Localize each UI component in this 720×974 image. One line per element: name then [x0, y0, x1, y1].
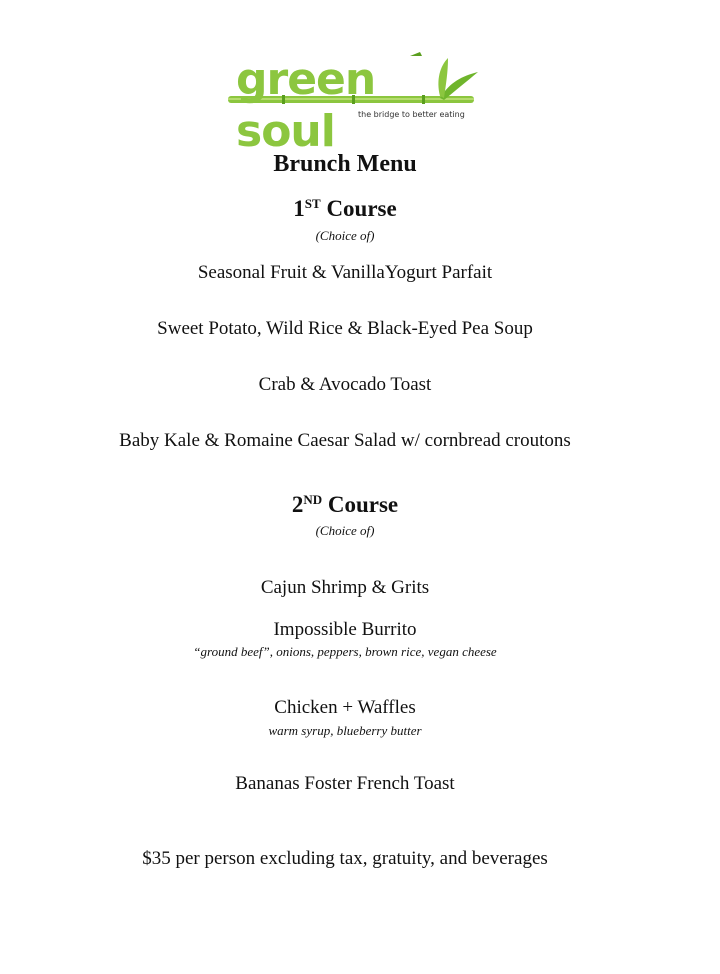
logo-wordmark: green soul [236, 54, 376, 157]
menu-item: Baby Kale & Romaine Caesar Salad w/ cornbread croutons [119, 430, 571, 451]
course-1-number: 1 [293, 196, 305, 221]
course-1-label: Course [326, 196, 397, 221]
menu-item: Seasonal Fruit & VanillaYogurt Parfait [197, 262, 493, 283]
logo-tagline: the bridge to better eating [358, 110, 465, 119]
menu-item: Chicken + Waffles [274, 697, 416, 718]
course-2-heading [0, 492, 690, 518]
menu-item: Bananas Foster French Toast [235, 773, 455, 794]
course-2-number: 2 [291, 492, 304, 517]
course-1-heading [0, 196, 690, 222]
price-note: $35 per person excluding tax, gratuity, and beverages [142, 848, 548, 869]
menu-title: Brunch Menu [273, 151, 417, 177]
menu-item: Sweet Potato, Wild Rice & Black-Eyed Pea Soup [157, 318, 533, 339]
menu-item: Crab & Avocado Toast [258, 374, 432, 395]
green-soul-logo [222, 52, 482, 157]
course-1-note: (Choice of) [315, 228, 375, 243]
course-2-note: (Choice of) [315, 523, 375, 538]
menu-item: Cajun Shrimp & Grits [260, 577, 430, 598]
course-1-superscript: ST [304, 196, 321, 211]
course-2-label: Course [327, 492, 399, 517]
course-2-superscript: ND [303, 492, 323, 507]
menu-item-description: “ground beef”, onions, peppers, brown rice, vegan cheese [193, 644, 497, 659]
menu-item-description: warm syrup, blueberry butter [268, 723, 422, 738]
menu-item: Impossible Burrito [273, 619, 417, 640]
